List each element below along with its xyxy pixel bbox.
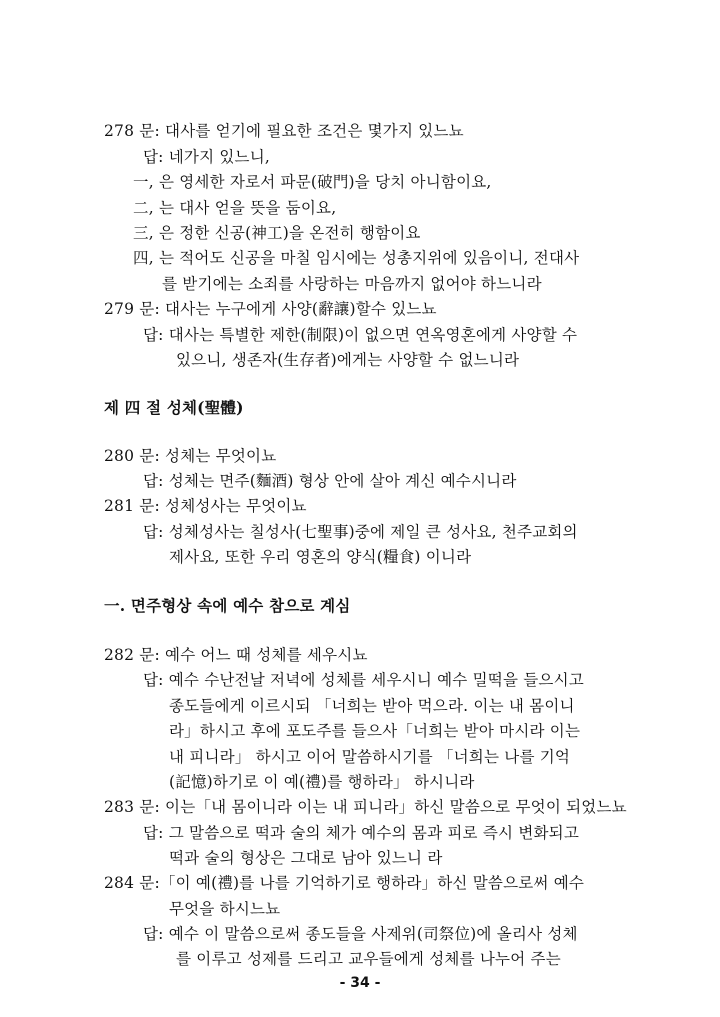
question-282: 282 문: 예수 어느 때 성체를 세우시뇨 xyxy=(104,646,368,664)
condition-4: 四, 는 적어도 신공을 마칠 임시에는 성총지위에 있음이니, 전대사 xyxy=(133,249,580,267)
question-284-cont: 무엇을 하시느뇨 xyxy=(169,900,281,918)
answer-279-cont: 있으니, 생존자(生存者)에게는 사양할 수 없느니라 xyxy=(176,351,520,369)
answer-278: 답: 네가지 있느니, xyxy=(143,148,271,166)
condition-1: 一, 은 영세한 자로서 파문(破門)을 당치 아니함이요, xyxy=(133,173,492,191)
answer-282-cont-3: 내 피니라」 하시고 이어 말씀하시기를 「너희는 나를 기억 xyxy=(169,748,571,766)
question-280: 280 문: 성체는 무엇이뇨 xyxy=(104,447,277,465)
answer-282-cont-2: 라」하시고 후에 포도주를 들으사「너희는 받아 마시라 이는 xyxy=(169,722,581,740)
answer-280: 답: 성체는 면주(麵酒) 형상 안에 살아 계신 예수시니라 xyxy=(143,472,517,490)
answer-282-cont-1: 종도들에게 이르시되 「너희는 받아 먹으라. 이는 내 몸이니 xyxy=(169,697,575,715)
answer-282-cont-4: (記憶)하기로 이 예(禮)를 행하라」 하시니라 xyxy=(169,773,475,791)
subsection-heading: 一. 면주형상 속에 예수 참으로 계심 xyxy=(104,596,351,615)
answer-282: 답: 예수 수난전날 저녁에 성체를 세우시니 예수 밀떡을 들으시고 xyxy=(143,671,584,689)
condition-3: 三, 은 정한 신공(神工)을 온전히 행함이요 xyxy=(133,224,421,242)
answer-281-cont: 제사요, 또한 우리 영혼의 양식(糧食) 이니라 xyxy=(169,548,472,566)
answer-284: 답: 예수 이 말씀으로써 종도들을 사제위(司祭位)에 올리사 성체 xyxy=(143,925,578,943)
question-281: 281 문: 성체성사는 무엇이뇨 xyxy=(104,497,307,515)
question-284: 284 문:「이 예(禮)를 나를 기억하기로 행하라」하신 말씀으로써 예수 xyxy=(104,874,585,892)
page-number: - 34 - xyxy=(339,975,381,991)
condition-2: 二, 는 대사 얻을 뜻을 둠이요, xyxy=(133,199,337,217)
question-278: 278 문: 대사를 얻기에 필요한 조건은 몇가지 있느뇨 xyxy=(104,122,464,140)
answer-284-cont: 를 이루고 성제를 드리고 교우들에게 성체를 나누어 주는 xyxy=(176,950,561,968)
answer-281: 답: 성체성사는 칠성사(七聖事)중에 제일 큰 성사요, 천주교회의 xyxy=(143,523,578,541)
answer-283: 답: 그 말씀으로 떡과 술의 체가 예수의 몸과 피로 즉시 변화되고 xyxy=(143,824,580,842)
answer-283-cont: 떡과 술의 형상은 그대로 남아 있느니 라 xyxy=(169,849,443,867)
condition-4-cont: 를 받기에는 소죄를 사랑하는 마음까지 없어야 하느니라 xyxy=(162,275,542,293)
question-283: 283 문: 이는「내 몸이니라 이는 내 피니라」하신 말씀으로 무엇이 되었느뇨 xyxy=(104,798,627,816)
section-heading: 제 四 절 성체(聖體) xyxy=(104,398,244,417)
answer-279: 답: 대사는 특별한 제한(制限)이 없으면 연옥영혼에게 사양할 수 xyxy=(143,326,578,344)
question-279: 279 문: 대사는 누구에게 사양(辭讓)할수 있느뇨 xyxy=(104,300,437,318)
